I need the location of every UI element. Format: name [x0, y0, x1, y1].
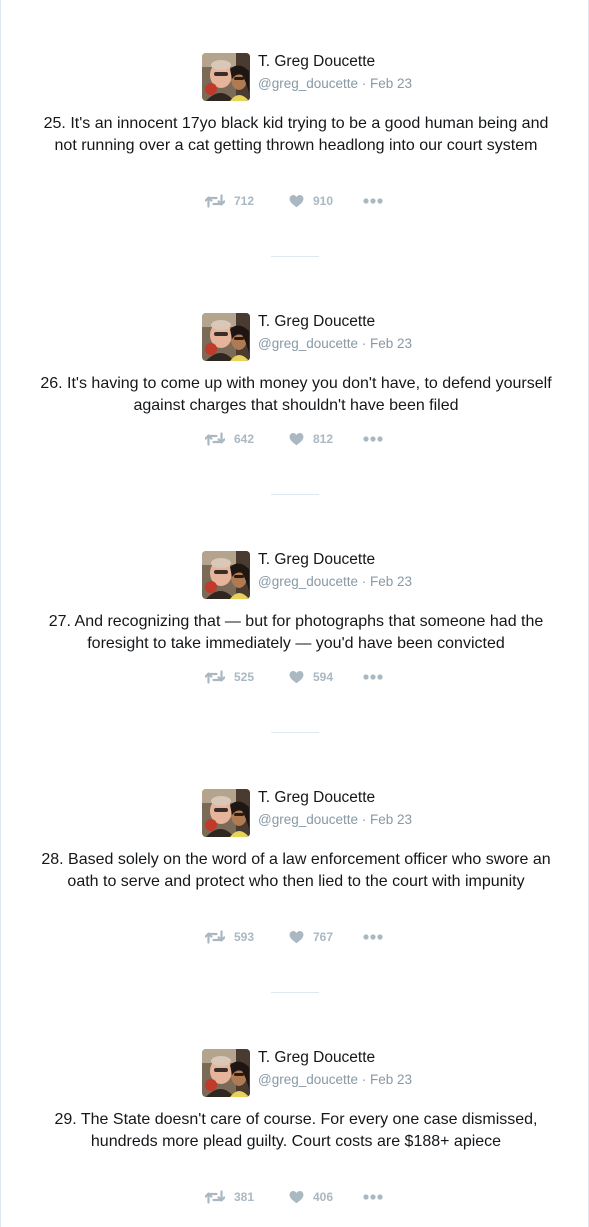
author-name[interactable]: T. Greg Doucette	[258, 313, 376, 330]
author-handle[interactable]: @greg_doucette	[258, 574, 359, 589]
heart-icon	[289, 930, 304, 944]
like-button[interactable]	[289, 193, 333, 209]
retweet-icon	[205, 194, 225, 208]
tweet-meta	[258, 1072, 412, 1087]
meta-separator: ·	[358, 1072, 371, 1087]
tweet-divider	[271, 732, 319, 733]
retweet-icon	[205, 1190, 225, 1204]
tweet-text: 27. And recognizing that — but for photographs that someone had the foresight to take immediately — you'd have been convicted	[48, 613, 544, 652]
tweet-date[interactable]: Feb 23	[370, 812, 413, 827]
like-count: 812	[313, 432, 334, 446]
more-options-button[interactable]	[363, 1189, 383, 1205]
more-options-button[interactable]	[363, 431, 383, 447]
author-handle[interactable]: @greg_doucette	[258, 812, 359, 827]
meta-separator: ·	[358, 336, 371, 351]
like-count: 767	[313, 930, 334, 944]
tweet-date[interactable]: Feb 23	[370, 336, 413, 351]
retweet-button[interactable]	[205, 193, 254, 209]
tweet-meta	[258, 336, 412, 351]
more-dots-icon	[363, 934, 383, 940]
more-dots-icon	[363, 674, 383, 680]
author-name[interactable]: T. Greg Doucette	[258, 789, 376, 806]
tweet-actions	[205, 669, 405, 685]
author-name[interactable]: T. Greg Doucette	[258, 1049, 376, 1066]
tweet-text: 29. The State doesn't care of course. For every one case dismissed, hundreds more plead guilty. Court costs are $188+ apiece	[54, 1111, 538, 1150]
more-dots-icon	[363, 1194, 383, 1200]
author-handle[interactable]: @greg_doucette	[258, 1072, 359, 1087]
retweet-icon	[205, 432, 225, 446]
tweet-date[interactable]: Feb 23	[370, 76, 413, 91]
tweet-text: 25. It's an innocent 17yo black kid trying to be a good human being and not running over a cat getting thrown headlong into our court system	[43, 115, 549, 154]
avatar[interactable]	[202, 551, 250, 599]
retweet-icon	[205, 930, 225, 944]
tweet-meta	[258, 574, 412, 589]
retweet-count: 712	[234, 194, 255, 208]
like-button[interactable]	[289, 669, 333, 685]
author-name[interactable]: T. Greg Doucette	[258, 53, 376, 70]
avatar[interactable]	[202, 789, 250, 837]
tweet-divider	[271, 256, 319, 257]
retweet-button[interactable]	[205, 1189, 254, 1205]
retweet-count: 381	[234, 1190, 255, 1204]
avatar[interactable]	[202, 313, 250, 361]
more-options-button[interactable]	[363, 929, 383, 945]
like-button[interactable]	[289, 431, 333, 447]
avatar[interactable]	[202, 53, 250, 101]
retweet-button[interactable]	[205, 929, 254, 945]
retweet-button[interactable]	[205, 431, 254, 447]
like-count: 594	[313, 670, 334, 684]
author-handle[interactable]: @greg_doucette	[258, 76, 359, 91]
tweet-date[interactable]: Feb 23	[370, 1072, 413, 1087]
heart-icon	[289, 670, 304, 684]
tweet-divider	[271, 494, 319, 495]
retweet-count: 525	[234, 670, 255, 684]
tweet-text: 26. It's having to come up with money you don't have, to defend yourself against charges that shouldn't have been filed	[40, 375, 552, 414]
like-count: 910	[313, 194, 334, 208]
meta-separator: ·	[358, 812, 371, 827]
tweet-text: 28. Based solely on the word of a law enforcement officer who swore an oath to serve and protect who then lied to the court with impunity	[41, 851, 551, 890]
meta-separator: ·	[358, 76, 371, 91]
tweet-meta	[258, 812, 412, 827]
retweet-button[interactable]	[205, 669, 254, 685]
meta-separator: ·	[358, 574, 371, 589]
retweet-count: 642	[234, 432, 255, 446]
retweet-icon	[205, 670, 225, 684]
heart-icon	[289, 194, 304, 208]
heart-icon	[289, 432, 304, 446]
like-button[interactable]	[289, 1189, 333, 1205]
more-options-button[interactable]	[363, 669, 383, 685]
tweet-actions	[205, 1189, 405, 1205]
like-button[interactable]	[289, 929, 333, 945]
tweet-actions	[205, 929, 405, 945]
author-handle[interactable]: @greg_doucette	[258, 336, 359, 351]
tweet-date[interactable]: Feb 23	[370, 574, 413, 589]
heart-icon	[289, 1190, 304, 1204]
page-frame-left	[0, 0, 1, 1227]
tweet-meta	[258, 76, 412, 91]
author-name[interactable]: T. Greg Doucette	[258, 551, 376, 568]
tweet-actions	[205, 193, 405, 209]
more-dots-icon	[363, 436, 383, 442]
retweet-count: 593	[234, 930, 255, 944]
tweet-actions	[205, 431, 405, 447]
more-options-button[interactable]	[363, 193, 383, 209]
tweet-divider	[271, 992, 319, 993]
avatar[interactable]	[202, 1049, 250, 1097]
more-dots-icon	[363, 198, 383, 204]
like-count: 406	[313, 1190, 334, 1204]
